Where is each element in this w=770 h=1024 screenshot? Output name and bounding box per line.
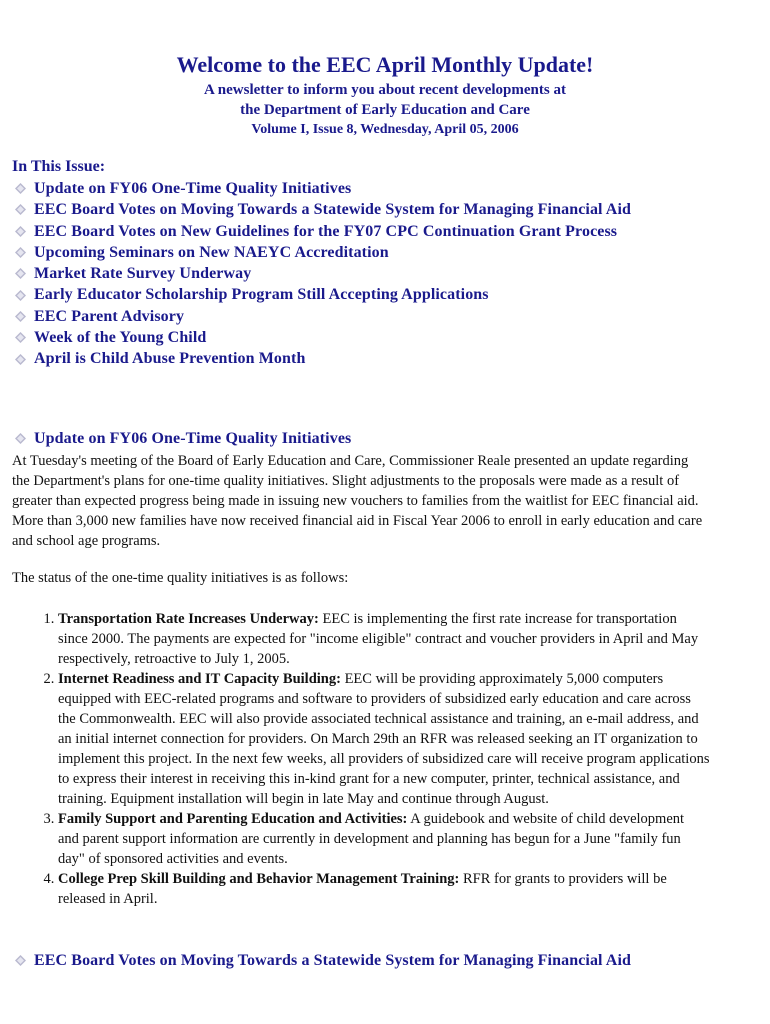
section2-heading-text: EEC Board Votes on Moving Towards a Statewide System for Managing Financial Aid xyxy=(34,952,632,969)
initiative-line xyxy=(58,869,757,889)
newsletter-subtitle-line1: A newsletter to inform you about recent developments at xyxy=(204,82,566,98)
initiative-line: training. Equipment installation will begin in late May and continue through August. xyxy=(58,791,549,807)
initiative-line: and parent support information are currently in development and planning has begun for a June "family fun xyxy=(58,831,681,847)
diamond-bullet-icon xyxy=(15,332,26,343)
toc-link[interactable]: Update on FY06 One-Time Quality Initiatives xyxy=(34,180,352,197)
section-heading-financial-aid xyxy=(12,950,762,971)
diamond-bullet-icon xyxy=(15,433,26,444)
toc-item[interactable] xyxy=(12,242,762,263)
toc-link[interactable]: April is Child Abuse Prevention Month xyxy=(34,350,306,368)
initiative-title: Transportation Rate Increases Underway: xyxy=(58,611,319,627)
diamond-bullet-icon xyxy=(15,204,26,215)
toc-item[interactable] xyxy=(12,199,762,220)
initiative-list xyxy=(12,609,757,909)
initiative-line: the Commonwealth. EEC will also provide associated technical assistance and training, an e-mail address, and xyxy=(58,711,699,727)
newsletter-title: Welcome to the EEC April Monthly Update! xyxy=(176,52,594,77)
newsletter-volume: Volume I, Issue 8, Wednesday, April 05, 2006 xyxy=(251,122,519,137)
initiative-text: EEC is implementing the first rate increase for transportation xyxy=(318,611,677,627)
newsletter-subtitle-line2: the Department of Early Education and Care xyxy=(240,102,530,118)
initiative-text: RFR for grants to providers will be xyxy=(459,871,667,887)
toc-item[interactable] xyxy=(12,284,762,305)
diamond-bullet-icon xyxy=(15,183,26,194)
toc-heading: In This Issue: xyxy=(12,158,106,175)
intro-line: and school age programs. xyxy=(12,533,161,549)
masthead xyxy=(0,50,770,140)
initiative-line xyxy=(58,669,757,689)
initiative-line: implement this project. In the next few weeks, all providers of subsidized care will receive program applications xyxy=(58,751,710,767)
intro-paragraph xyxy=(12,451,757,551)
toc-link[interactable]: Market Rate Survey Underway xyxy=(34,265,252,283)
toc-link[interactable]: EEC Parent Advisory xyxy=(34,307,185,325)
diamond-bullet-icon xyxy=(15,354,26,365)
initiative-line: day" of sponsored activities and events. xyxy=(58,851,288,867)
initiative-line: an initial internet connection for providers. On March 29th an RFR was released seeking an IT organization to xyxy=(58,731,698,747)
intro-line: More than 3,000 new families have now received financial aid in Fiscal Year 2006 to enroll in early education and care xyxy=(12,513,703,529)
intro-line: At Tuesday's meeting of the Board of Early Education and Care, Commissioner Reale presented an update regarding xyxy=(12,453,689,469)
toc-list xyxy=(12,178,762,370)
initiative-line: released in April. xyxy=(58,891,158,907)
diamond-bullet-icon xyxy=(15,311,26,322)
toc-link[interactable]: Early Educator Scholarship Program Still Accepting Applications xyxy=(34,286,489,304)
in-this-issue xyxy=(12,156,762,370)
toc-item[interactable] xyxy=(12,178,762,199)
status-text: The status of the one-time quality initiatives is as follows: xyxy=(12,570,349,586)
initiative-line: since 2000. The payments are expected for "income eligible" contract and voucher providers in April and May xyxy=(58,631,699,647)
section1-article xyxy=(12,451,757,551)
initiative-title: Family Support and Parenting Education and Activities: xyxy=(58,811,408,827)
initiative-item xyxy=(58,869,757,909)
toc-link[interactable]: EEC Board Votes on New Guidelines for the FY07 CPC Continuation Grant Process xyxy=(34,222,618,240)
diamond-bullet-icon xyxy=(15,226,26,237)
initiative-line: to express their interest in receiving this in-kind grant for a new computer, printer, technical assistance, and xyxy=(58,771,680,787)
toc-item[interactable] xyxy=(12,263,762,284)
diamond-bullet-icon xyxy=(15,290,26,301)
initiative-item xyxy=(58,669,757,809)
toc-item[interactable] xyxy=(12,306,762,327)
initiative-item xyxy=(58,609,757,669)
initiative-title: Internet Readiness and IT Capacity Building: xyxy=(58,671,341,687)
initiative-title: College Prep Skill Building and Behavior Management Training: xyxy=(58,871,460,887)
toc-item[interactable] xyxy=(12,327,762,348)
status-block xyxy=(12,568,757,588)
toc-item[interactable] xyxy=(12,348,762,369)
toc-link[interactable]: Week of the Young Child xyxy=(34,329,207,347)
section-heading-fy06 xyxy=(12,428,762,449)
initiative-text: EEC will be providing approximately 5,000 computers xyxy=(340,671,664,687)
section-heading-text: Update on FY06 One-Time Quality Initiatives xyxy=(34,430,352,447)
initiative-line xyxy=(58,609,757,629)
toc-link[interactable]: Upcoming Seminars on New NAEYC Accreditation xyxy=(34,243,389,261)
toc-item[interactable] xyxy=(12,221,762,242)
initiative-line xyxy=(58,809,757,829)
initiative-line: respectively, retroactive to July 1, 2005. xyxy=(58,651,290,667)
diamond-bullet-icon xyxy=(15,247,26,258)
initiative-line: equipped with EEC-related programs and software to providers of subsidized early education and care across xyxy=(58,691,691,707)
toc-link[interactable]: EEC Board Votes on Moving Towards a Statewide System for Managing Financial Aid xyxy=(34,201,632,219)
initiative-item xyxy=(58,809,757,869)
diamond-bullet-icon xyxy=(15,955,26,966)
intro-line: greater than expected progress being made in issuing new vouchers to families from the waitlist for EEC financial aid. xyxy=(12,493,699,509)
diamond-bullet-icon xyxy=(15,268,26,279)
initiative-text: A guidebook and website of child development xyxy=(407,811,685,827)
intro-line: the Department's plans for one-time quality initiatives. Slight adjustments to the proposals were made as a result of xyxy=(12,473,680,489)
initiatives-block xyxy=(12,609,757,909)
